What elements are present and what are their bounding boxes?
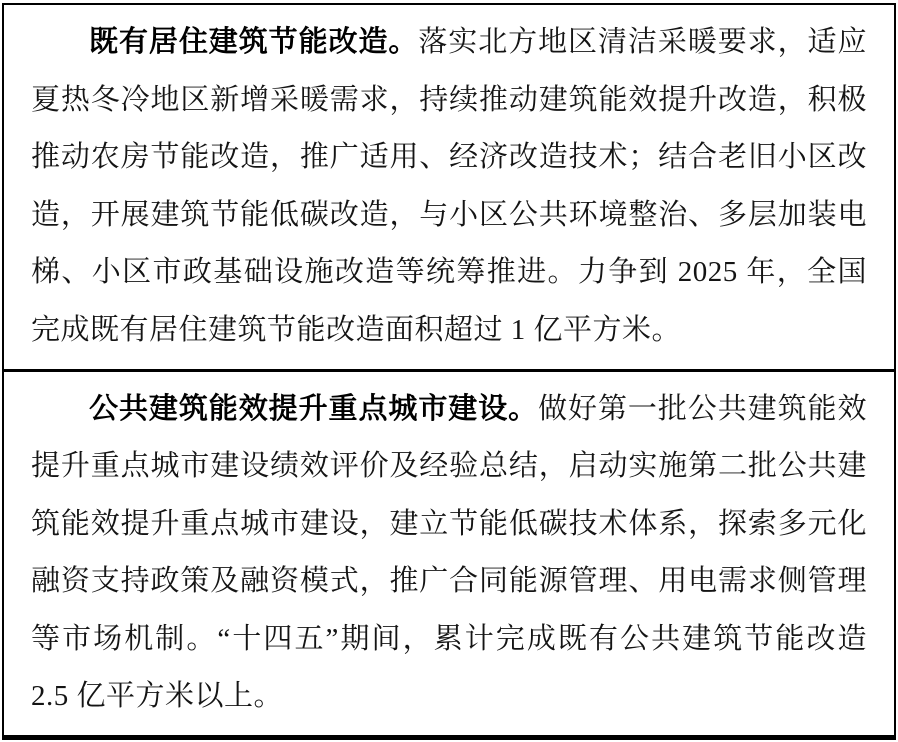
document-frame (2, 3, 896, 740)
paragraph-public (31, 381, 867, 726)
paragraph-heading-residential: 既有居住建筑节能改造。 (89, 26, 419, 58)
paragraph-body-residential: 落实北方地区清洁采暖要求，适应夏热冬冷地区新增采暖需求，持续推动建筑能效提升改造，积极推动农房节能改造，推广适用、经济改造技术；结合老旧小区改造，开展建筑节能低碳改造，与小区公共环境整治、多层加装电梯、小区市政基础设施改造等统筹推进。力争到 2025 年，全国完成既有居住建筑节能改造面积超过 1 亿平方米。 (31, 26, 867, 346)
paragraph-body-public: 做好第一批公共建筑能效提升重点城市建设绩效评价及经验总结，启动实施第二批公共建筑能效提升重点城市建设，建立节能低碳技术体系，探索多元化融资支持政策及融资模式，推广合同能源管理、用电需求侧管理等市场机制。“十四五”期间，累计完成既有公共建筑节能改造 2.5 亿平方米以上。 (31, 392, 867, 712)
section-residential-retrofit (4, 5, 894, 369)
paragraph-heading-public: 公共建筑能效提升重点城市建设。 (89, 392, 539, 425)
section-public-buildings (4, 372, 894, 736)
paragraph-residential (31, 14, 867, 359)
